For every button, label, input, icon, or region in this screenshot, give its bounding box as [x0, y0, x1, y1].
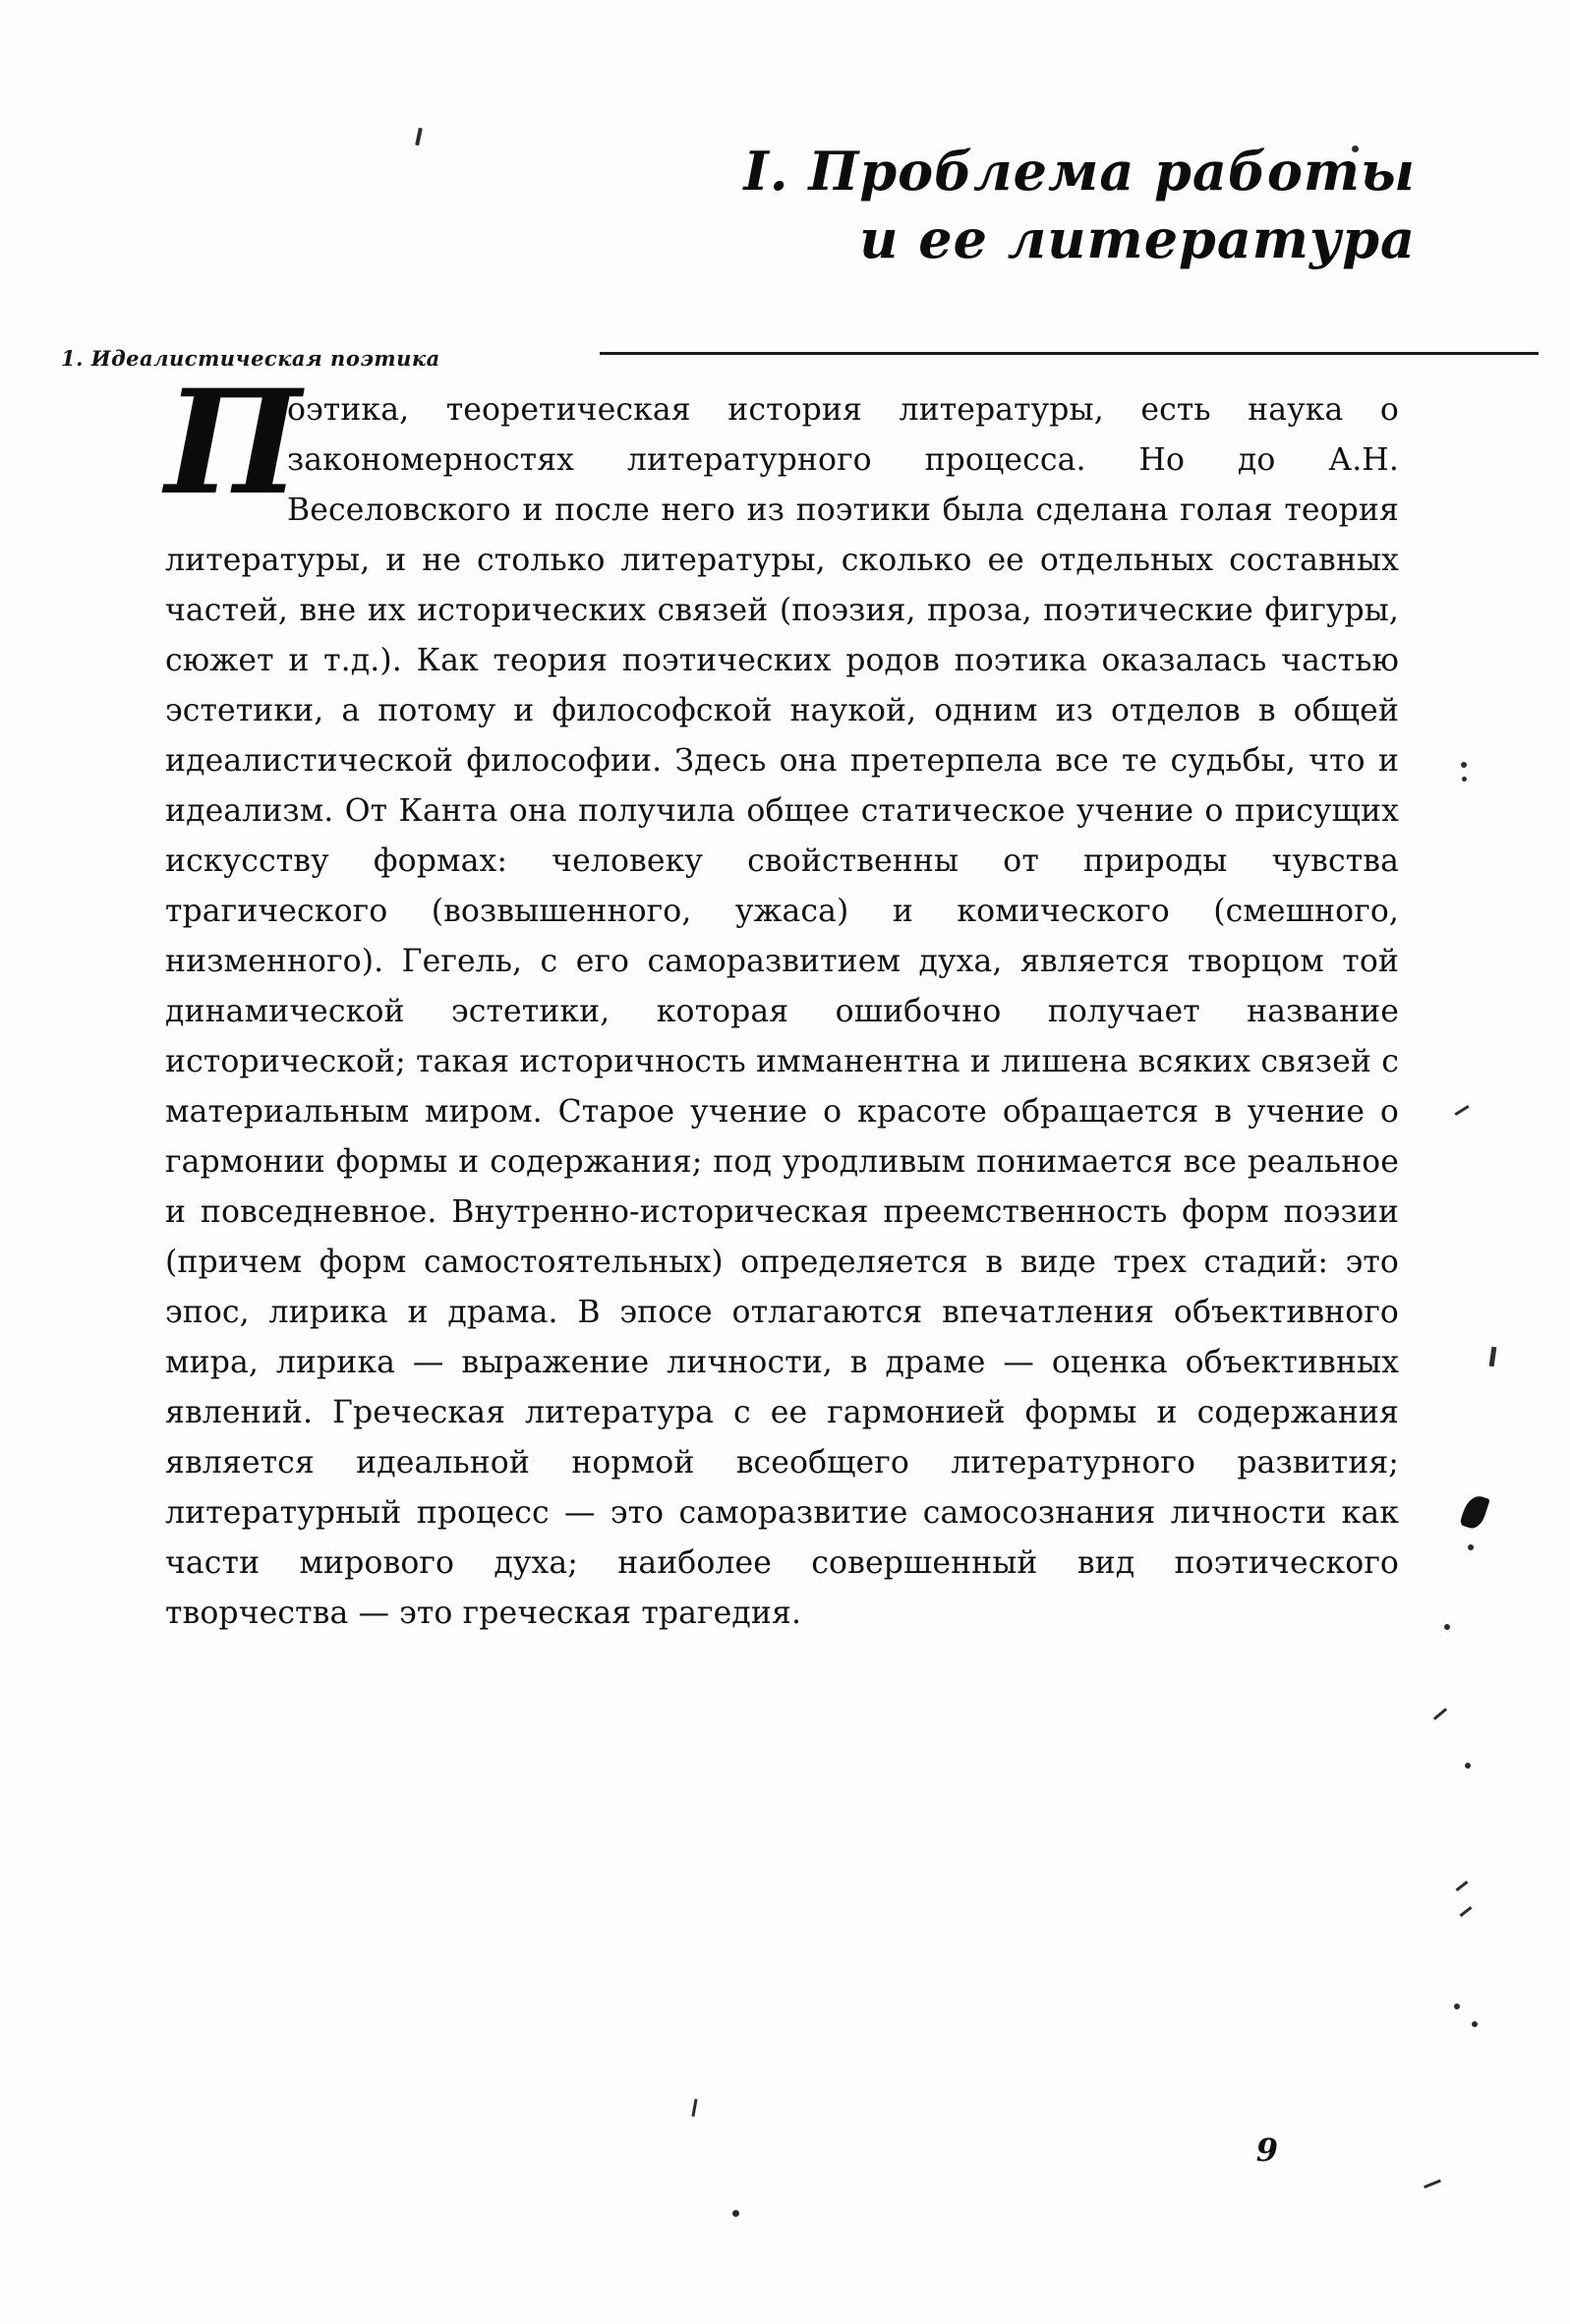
scan-speck-icon — [1465, 1763, 1471, 1769]
scan-speck-icon — [1462, 777, 1467, 782]
chapter-heading — [0, 138, 1416, 273]
scan-speck-icon — [1472, 2021, 1478, 2027]
scan-speck-icon — [1461, 762, 1467, 768]
scan-speck-icon — [1454, 2004, 1460, 2009]
scan-speck-icon — [1468, 1544, 1474, 1550]
scan-speck-icon — [732, 2210, 739, 2217]
scan-speck-icon — [1444, 1624, 1450, 1630]
scan-speck-icon — [1456, 1881, 1469, 1891]
scan-speck-icon — [1454, 1105, 1469, 1116]
scan-speck-icon — [1424, 2179, 1441, 2189]
scan-speck-icon — [691, 2099, 697, 2117]
body-paragraph — [165, 385, 1399, 1639]
page-number: 9 — [1255, 2131, 1278, 2169]
scan-speck-icon — [1433, 1708, 1447, 1720]
body-paragraph-block — [165, 385, 1399, 1639]
body-paragraph-text: оэтика, теоретическая история литературы, есть наука о закономерностях литературного процесса. Но до А.Н. Веселовского и после него из поэтики была сделана голая теория литературы, и не столько литературы, сколько ее отдельных составных частей, вне их исторических связей (поэзия, проза, поэтические фигуры, сюжет и т.д.). Как теория поэтических родов поэтика оказалась частью эстетики, а потому и философской наукой, одним из отделов в общей идеалистической философии. Здесь она претерпела все те судьбы, что и идеализм. От Канта она получила общее статическое учение о присущих искусству формах: человеку свойственны от природы чувства трагического (возвышенного, ужаса) и комического (смешного, низменного). Гегель, с его саморазвитием духа, является творцом той динамической эстетики, которая ошибочно получает название исторической; такая историчность имманентна и лишена всяких связей с материальным миром. Старое учение о красоте обращается в учение о гармонии формы и содержания; под уродливым понимается все реальное и повседневное. Внутренно-историческая преемственность форм поэзии (причем форм самостоятельных) определяется в виде трех стадий: это эпос, лирика и драма. В эпосе отлагаются впечатления объективного мира, лирика — выражение личности, в драме — оценка объективных явлений. Греческая литература с ее гармонией формы и содержания является идеальной нормой всеобщего литературного развития; литературный процесс — это саморазвитие самосознания личности как части мирового духа; наиболее совершенный вид поэтического творчества — это греческая трагедия. — [165, 392, 1399, 1631]
scan-blotch-icon — [1459, 1492, 1489, 1531]
scan-speck-icon — [1489, 1347, 1497, 1367]
chapter-heading-line-2: и ее литература — [859, 207, 1416, 271]
drop-cap: П — [165, 359, 301, 527]
chapter-heading-line-1: I. Проблема работы — [743, 140, 1416, 203]
section-label: 1. Идеалистическая поэтика — [61, 346, 440, 371]
scan-speck-icon — [1460, 1906, 1473, 1917]
heading-divider — [600, 352, 1539, 355]
drop-cap-spacer — [165, 385, 287, 535]
